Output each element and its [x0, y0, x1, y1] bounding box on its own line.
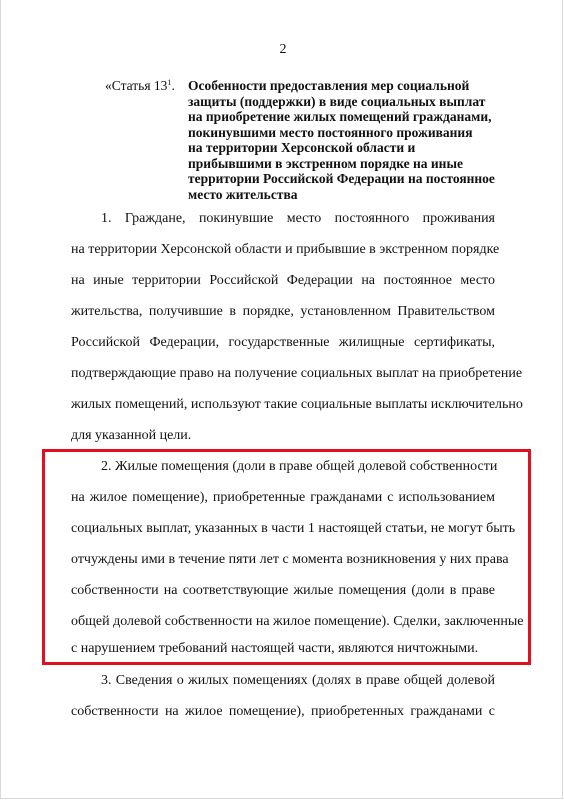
paragraph-line: на иные территории Российской Федерации на постоянное место	[71, 273, 495, 288]
article-title-line: на территории Херсонской области и	[188, 140, 416, 155]
article-title-line: на приобретение жилых помещений гражданами,	[188, 109, 492, 124]
paragraph-line: собственности на жилое помещение), приобретенных гражданами с	[71, 704, 495, 719]
paragraph-line: 1. Граждане, покинувшие место постоянного проживания	[101, 211, 495, 226]
article-label	[105, 78, 175, 94]
article-title-line: прибывшими в экстренном порядке на иные	[188, 155, 463, 171]
paragraph-line: Российской Федерации, государственные жилищные сертификаты,	[71, 335, 495, 350]
article-title-line: Особенности предоставления мер социальной	[188, 78, 470, 93]
paragraph-line: для указанной цели.	[71, 428, 192, 443]
paragraph-line: подтверждающие право на получение социальных выплат на приобретение	[71, 366, 523, 381]
article-label-text: «Статья 13	[105, 78, 168, 93]
paragraph-line: на территории Херсонской области и прибывшие в экстренном порядке	[71, 242, 500, 257]
article-title-line: место жительства	[188, 186, 298, 202]
paragraph-line: отчуждены ими в течение пяти лет с момента возникновения у них права	[71, 552, 509, 567]
paragraph-line: на жилое помещение), приобретенные гражданами с использованием	[71, 490, 495, 505]
paragraph-line: 3. Сведения о жилых помещениях (долях в праве общей долевой	[101, 673, 495, 688]
paragraph-line: социальных выплат, указанных в части 1 настоящей статьи, не могут быть	[71, 521, 516, 536]
article-title	[188, 78, 518, 202]
article-title-line: защиты (поддержки) в виде социальных выплат	[188, 93, 486, 109]
paragraph-line: жительства, получившие в порядке, установленном Правительством	[71, 304, 495, 319]
paragraph-line: с нарушением требований настоящей части, являются ничтожными.	[71, 641, 479, 656]
paragraph-line: 2. Жилые помещения (доли в праве общей долевой собственности	[101, 459, 498, 474]
paragraph-line: жилых помещений, используют такие социальные выплаты исключительно	[71, 397, 523, 412]
article-title-line: территории Российской Федерации на постоянное	[188, 171, 495, 186]
page-number: 2	[279, 42, 287, 57]
paragraph-line: общей долевой собственности на жилое помещение). Сделки, заключенные	[71, 614, 524, 629]
article-label-superscript: 1	[167, 78, 172, 87]
article-label-suffix: .	[171, 78, 175, 93]
paragraph-line: собственности на соответствующие жилые помещения (доли в праве	[71, 583, 495, 598]
article-title-line: покинувшими место постоянного проживания	[188, 124, 473, 140]
